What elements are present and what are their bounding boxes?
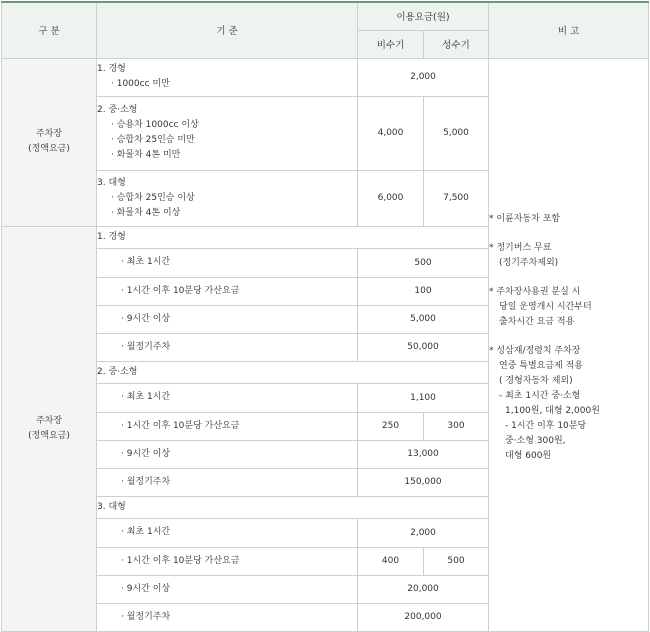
timed-midsize-9h-fee: 13,000 [358, 440, 489, 468]
timed-large-first-hour-fee: 2,000 [358, 518, 489, 547]
header-peak: 성수기 [424, 30, 489, 58]
timed-compact-monthly-fee: 50,000 [358, 333, 489, 361]
category-timed-line1: 주차장 [35, 415, 63, 426]
parking-fee-table [1, 1, 649, 632]
timed-large-monthly-fee: 200,000 [358, 603, 489, 631]
header-category: 구 분 [2, 2, 97, 58]
timed-large-monthly: · 월정기주차 [97, 603, 358, 631]
group-title-midsize: 2. 중·소형 [97, 361, 489, 383]
note-2: * 정기버스 무료 (정기주차제외) [489, 242, 559, 268]
fee-compact: 2,000 [358, 58, 489, 96]
header-note: 비 고 [489, 2, 649, 58]
timed-large-extra: · 1시간 이후 10분당 가산요금 [97, 547, 358, 575]
sub-item: · 승용차 1000cc 이상 [111, 120, 199, 130]
sub-item: · 승합차 25인승 미만 [111, 135, 195, 145]
criteria-compact [97, 58, 358, 96]
timed-midsize-extra-peak: 300 [424, 412, 489, 440]
group-title-compact: 1. 경형 [97, 226, 489, 248]
header-fee: 이용요금(원) [358, 2, 489, 30]
note-4: * 성삼재/정령치 주차장 연중 특별요금제 적용 ( 경형자동차 제외) - 최초 1시간 중·소형 1,100원, 대형 2,000원 - 1시간 이후 10분당 중·소형 300원, 대형 600원 [489, 345, 600, 461]
notes-cell [489, 58, 649, 631]
category-regular [2, 58, 97, 226]
sub-item: · 화물차 4톤 미만 [111, 150, 181, 160]
timed-midsize-extra-off: 250 [358, 412, 424, 440]
fee-large-off: 6,000 [358, 170, 424, 226]
timed-midsize-monthly-fee: 150,000 [358, 468, 489, 496]
note-1: * 이륜자동차 포함 [489, 213, 561, 224]
criteria-large [97, 170, 358, 226]
category-timed [2, 226, 97, 631]
fee-large-peak: 7,500 [424, 170, 489, 226]
timed-large-extra-peak: 500 [424, 547, 489, 575]
fee-midsize-off: 4,000 [358, 96, 424, 170]
sub-item: · 화물차 4톤 이상 [111, 207, 181, 218]
timed-compact-extra: · 1시간 이후 10분당 가산요금 [97, 277, 358, 305]
timed-compact-first-hour: · 최초 1시간 [97, 248, 358, 277]
timed-midsize-monthly: · 월정기주차 [97, 468, 358, 496]
category-regular-line1: 주차장 [35, 129, 63, 139]
timed-midsize-first-hour: · 최초 1시간 [97, 383, 358, 412]
timed-large-9h: · 9시간 이상 [97, 575, 358, 603]
timed-compact-first-hour-fee: 500 [358, 248, 489, 277]
sub-item: · 1000cc 미만 [111, 79, 170, 89]
timed-compact-extra-fee: 100 [358, 277, 489, 305]
timed-midsize-extra: · 1시간 이후 10분당 가산요금 [97, 412, 358, 440]
timed-compact-9h-fee: 5,000 [358, 305, 489, 333]
criteria-midsize [97, 96, 358, 170]
timed-compact-monthly: · 월정기주차 [97, 333, 358, 361]
header-off-peak: 비수기 [358, 30, 424, 58]
category-timed-line2: (정액요금) [28, 430, 70, 441]
group-title: 1. 경형 [97, 64, 126, 74]
timed-midsize-9h: · 9시간 이상 [97, 440, 358, 468]
group-title: 3. 대형 [97, 177, 126, 188]
timed-midsize-first-hour-fee: 1,100 [358, 383, 489, 412]
timed-large-first-hour: · 최초 1시간 [97, 518, 358, 547]
timed-compact-9h: · 9시간 이상 [97, 305, 358, 333]
fee-midsize-peak: 5,000 [424, 96, 489, 170]
note-3: * 주차장사용권 분실 시 당일 운영개시 시간부터 출차시간 요금 적용 [489, 286, 592, 327]
header-criteria: 기 준 [97, 2, 358, 58]
timed-large-extra-off: 400 [358, 547, 424, 575]
timed-large-9h-fee: 20,000 [358, 575, 489, 603]
group-title: 2. 중·소형 [97, 105, 138, 115]
category-regular-line2: (정액요금) [28, 144, 70, 154]
group-title-large: 3. 대형 [97, 496, 489, 518]
sub-item: · 승합차 25인승 이상 [111, 192, 195, 203]
